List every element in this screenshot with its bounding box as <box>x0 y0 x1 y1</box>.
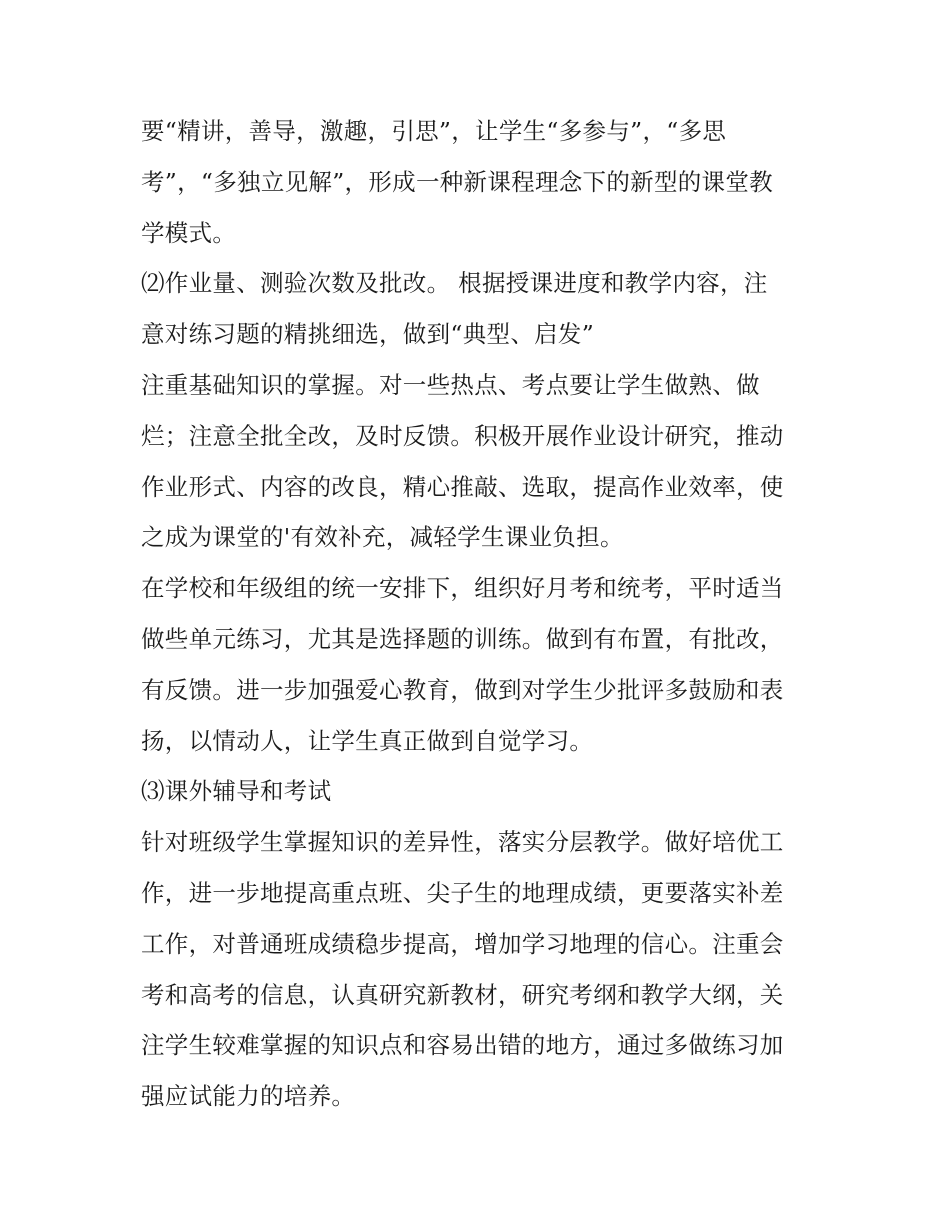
text-line: 强应试能力的培养。 <box>141 1082 356 1111</box>
text-line: 做些单元练习，尤其是选择题的训练。做到有布置，有批改， <box>141 624 784 653</box>
text-line: 注学生较难掌握的知识点和容易出错的地方，通过多做练习加 <box>141 1031 784 1060</box>
text-line: 作，进一步地提高重点班、尖子生的地理成绩，更要落实补差 <box>141 878 784 907</box>
text-line: 在学校和年级组的统一安排下，组织好月考和统考，平时适当 <box>141 574 784 603</box>
text-line: 扬，以情动人，让学生真正做到自觉学习。 <box>141 726 594 755</box>
text-line: 学模式。 <box>141 218 237 247</box>
section-heading-line: ⑵作业量、测验次数及批改。 根据授课进度和教学内容，注 <box>141 269 768 298</box>
text-line: 烂；注意全批全改，及时反馈。积极开展作业设计研究，推动 <box>141 421 784 450</box>
text-line: 有反馈。进一步加强爱心教育，做到对学生少批评多鼓励和表 <box>141 675 784 704</box>
text-line: 考和高考的信息，认真研究新教材，研究考纲和教学大纲，关 <box>141 980 784 1009</box>
text-line: 要“精讲，善导，激趣，引思”，让学生“多参与”，“多思 <box>141 117 727 145</box>
text-line: 针对班级学生掌握知识的差异性，落实分层教学。做好培优工 <box>141 828 784 857</box>
document-body <box>141 106 813 1122</box>
text-line: 工作，对普通班成绩稳步提高，增加学习地理的信心。注重会 <box>141 929 784 958</box>
text-line: 之成为课堂的'有效补充，减轻学生课业负担。 <box>141 523 624 552</box>
text-line: 考”，“多独立见解”，形成一种新课程理念下的新型的课堂教 <box>141 167 773 196</box>
section-heading-line: ⑶课外辅导和考试 <box>141 777 332 806</box>
text-line: 意对练习题的精挑细选，做到“典型、启发” <box>141 320 595 349</box>
text-line: 注重基础知识的掌握。对一些热点、考点要让学生做熟、做 <box>141 370 760 399</box>
text-line: 作业形式、内容的改良，精心推敲、选取，提高作业效率，使 <box>141 472 784 501</box>
